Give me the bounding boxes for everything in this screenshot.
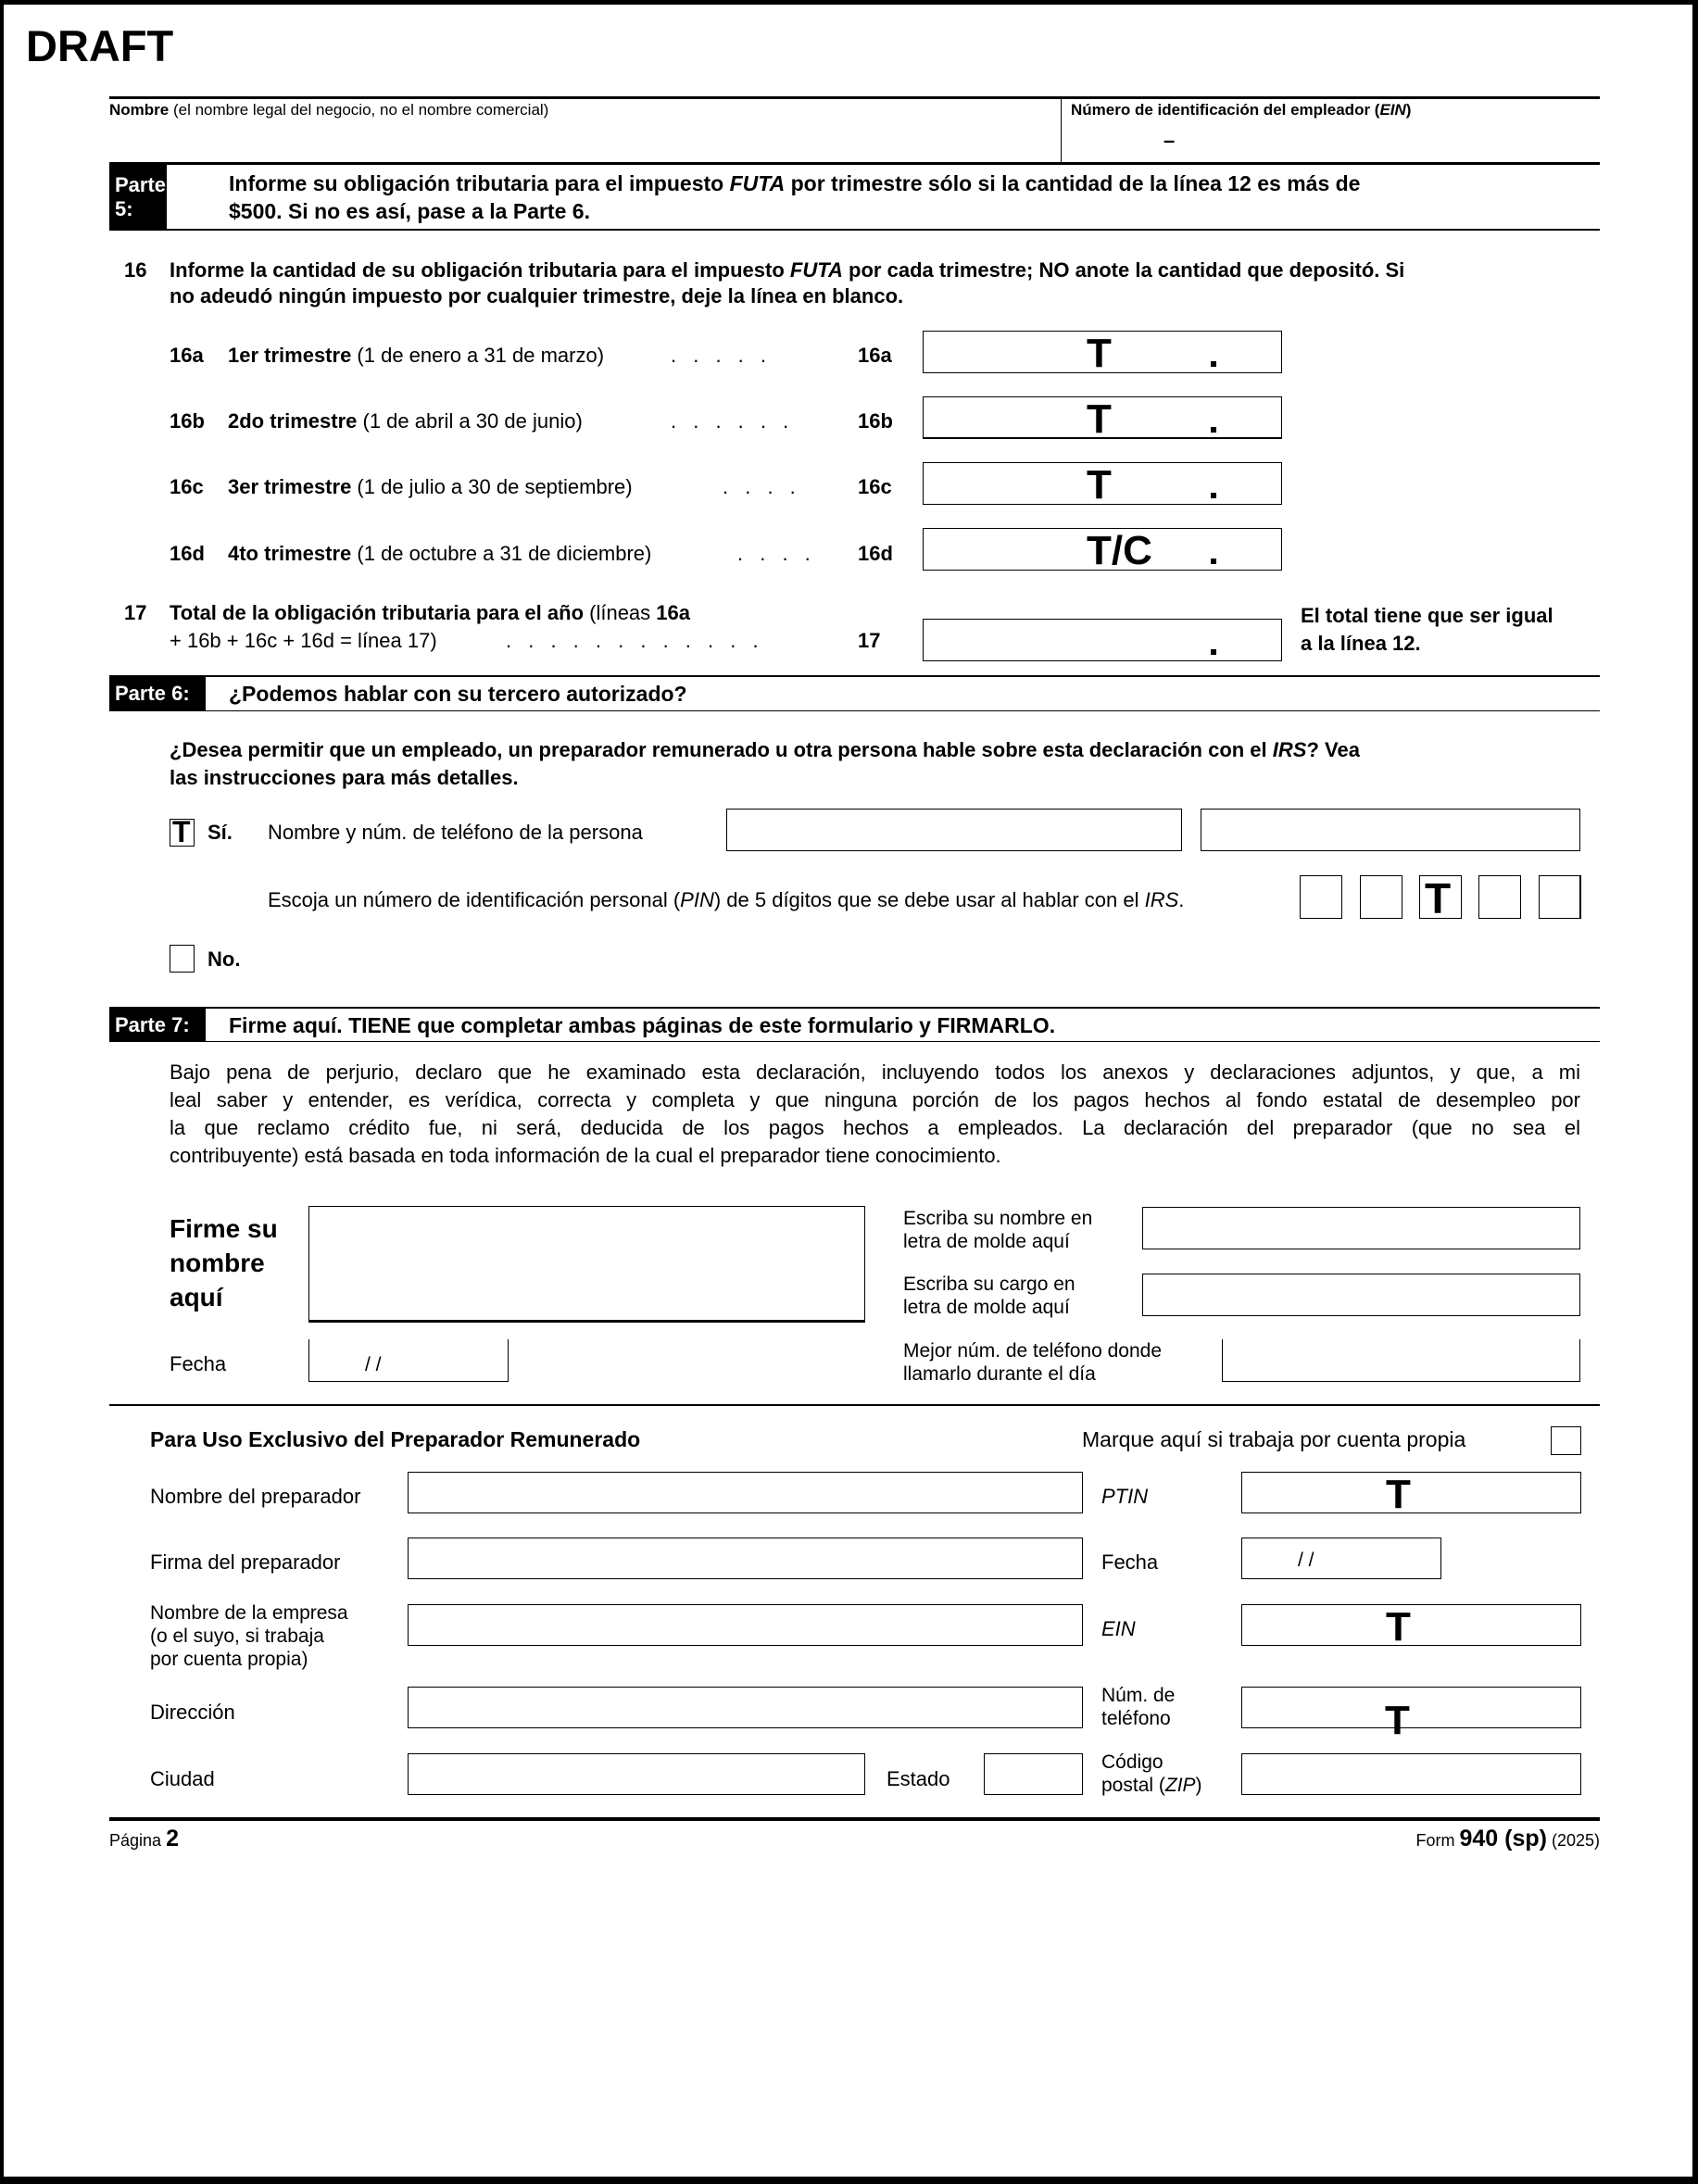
preparer-phone-label: Núm. de teléfono [1101, 1685, 1176, 1729]
preparer-signature-label: Firma del preparador [150, 1550, 341, 1574]
firm-name-label: Nombre de la empresa (o el suyo, si trabaja por cuenta propia) [150, 1602, 348, 1670]
footer-rule [109, 1817, 1600, 1821]
quarter-code: 16d [170, 542, 205, 565]
ein-label: Número de identificación del empleador (EIN) [1071, 101, 1412, 119]
form-identifier: Form 940 (sp) (2025) [1415, 1826, 1600, 1851]
preparer-name-field[interactable] [408, 1472, 1083, 1513]
ein-field[interactable]: – [1163, 129, 1176, 152]
print-name-field[interactable] [1142, 1207, 1580, 1249]
preparer-date-field[interactable] [1241, 1538, 1441, 1579]
address-label: Dirección [150, 1701, 235, 1724]
sign-date-field[interactable] [308, 1339, 509, 1382]
daytime-phone-field[interactable] [1222, 1339, 1580, 1382]
preparer-top-rule [109, 1404, 1600, 1406]
decimal-point [1211, 493, 1216, 498]
perjury-declaration: Bajo pena de perjurio, declaro que he examinado esta declaración, incluyendo todos los anexos y declaraciones adjuntos, y que, a mi leal saber y entender, es verídica, correcta y completa y que ninguna porción de los pagos hechos al fondo estatal de desempleo por la que reclamo crédito fue, ni será, deducida de los pagos hechos a empleados. La declaración del preparador (que no sea el contribuyente) está basada en toda información de la cual el preparador tiene conocimiento. [170, 1061, 1580, 1167]
part5-bottom-rule [109, 229, 1600, 231]
page-number: Página 2 [109, 1826, 179, 1851]
text-cursor-icon: T [172, 815, 191, 848]
pin-digit-3[interactable] [1419, 874, 1462, 923]
city-label: Ciudad [150, 1767, 215, 1790]
signature-field[interactable] [308, 1206, 865, 1323]
line17-number: 17 [124, 601, 147, 624]
decimal-point [1211, 559, 1216, 564]
designee-name-field[interactable] [726, 809, 1182, 851]
no-label: No. [208, 948, 241, 971]
sign-date-label: Fecha [170, 1352, 227, 1375]
part5-title: Informe su obligación tributaria para el impuesto FUTA por trimestre sólo si la cantidad de la línea 12 es más de $500. Si no es así, pase a la Parte 6. [229, 171, 1361, 223]
quarter-code: 16b [170, 409, 205, 433]
print-name-label: Escriba su nombre en letra de molde aquí [903, 1208, 1093, 1252]
date-separators: / / [365, 1354, 382, 1375]
header-top-rule [109, 96, 1600, 99]
draft-watermark: DRAFT [26, 21, 174, 70]
text-cursor-icon: T [1386, 1604, 1411, 1650]
field-label: 16b [858, 409, 893, 433]
decimal-point [1211, 649, 1216, 655]
firm-ein-label: EIN [1101, 1617, 1136, 1640]
state-label: Estado [887, 1767, 950, 1790]
part7-bottom-rule [109, 1041, 1600, 1042]
part7-title: Firme aquí. TIENE que completar ambas páginas de este formulario y FIRMARLO. [229, 1013, 1056, 1037]
daytime-phone-label: Mejor núm. de teléfono donde llamarlo durante el día [903, 1340, 1163, 1385]
text-cursor-icon: T [1385, 1698, 1410, 1743]
self-employed-label: Marque aquí si trabaja por cuenta propia [1082, 1427, 1466, 1451]
quarter-code: 16c [170, 475, 204, 498]
designee-no-checkbox[interactable] [170, 945, 195, 973]
leader-dots: . . . . . . [671, 409, 795, 433]
line16-number: 16 [124, 258, 147, 282]
designee-label: Nombre y núm. de teléfono de la persona [268, 821, 643, 844]
leader-dots: . . . . [723, 475, 801, 498]
text-cursor-icon: T/C [1087, 528, 1152, 573]
quarter-description: 1er trimestre (1 de enero a 31 de marzo) [228, 344, 605, 367]
designee-yes-checkbox[interactable] [170, 815, 195, 848]
name-label: Nombre (el nombre legal del negocio, no el nombre comercial) [109, 101, 549, 119]
text-cursor-icon: T [1425, 874, 1452, 923]
print-title-field[interactable] [1142, 1274, 1580, 1316]
quarter-16d-amount-field[interactable] [923, 528, 1282, 571]
pin-digit-1[interactable] [1300, 875, 1342, 919]
yes-label: Sí. [208, 821, 233, 844]
firm-ein-field[interactable] [1241, 1604, 1581, 1650]
leader-dots: . . . . . [671, 344, 773, 367]
preparer-phone-field[interactable] [1241, 1687, 1581, 1728]
city-field[interactable] [408, 1753, 865, 1795]
preparer-date-label: Fecha [1101, 1550, 1159, 1574]
part5-header [109, 165, 1600, 229]
leader-dots: . . . . . . . . . . . . [506, 629, 764, 652]
text-cursor-icon: T [1087, 462, 1112, 508]
designee-phone-field[interactable] [1201, 809, 1580, 851]
line17-note: El total tiene que ser igual [1301, 604, 1553, 627]
field-label: 16a [858, 344, 892, 367]
preparer-signature-field[interactable] [408, 1538, 1083, 1579]
part6-header [109, 677, 1600, 710]
pin-digit-4[interactable] [1478, 875, 1521, 919]
zip-field[interactable] [1241, 1753, 1581, 1795]
line17-description: Total de la obligación tributaria para el año (líneas 16a [170, 601, 690, 624]
field-label: 16d [858, 542, 893, 565]
sign-here-label: Firme su nombre aquí [170, 1214, 278, 1312]
quarter-description: 3er trimestre (1 de julio a 30 de septiembre) [228, 475, 633, 498]
quarter-code: 16a [170, 344, 204, 367]
line17-formula: + 16b + 16c + 16d = línea 17) [170, 629, 437, 652]
address-field[interactable] [408, 1687, 1083, 1728]
preparer-name-label: Nombre del preparador [150, 1485, 361, 1508]
date-separators: / / [1298, 1550, 1314, 1571]
part6-bottom-rule [109, 710, 1600, 711]
field-label: 16c [858, 475, 892, 498]
part6-title: ¿Podemos hablar con su tercero autorizado? [229, 682, 687, 706]
quarter-16a-amount-field[interactable] [923, 331, 1282, 376]
self-employed-checkbox[interactable] [1551, 1426, 1581, 1455]
part6-question: ¿Desea permitir que un empleado, un preparador remunerado u otra persona hable sobre esta declaración con el IRS? Vea las instrucciones para más detalles. [170, 738, 1360, 789]
line16-instructions: Informe la cantidad de su obligación tributaria para el impuesto FUTA por cada trimestre; NO anote la cantidad que depositó. Si no adeudó ningún impuesto por cualquier trimestre, deje la línea en blanco. [170, 258, 1405, 308]
text-cursor-icon: T [1386, 1472, 1411, 1517]
part5-label: Parte 5: [109, 165, 167, 229]
part7-label: Parte 7: [109, 1009, 206, 1041]
part7-header [109, 1009, 1600, 1041]
state-field[interactable] [984, 1753, 1083, 1795]
header-divider [1061, 99, 1062, 163]
quarter-description: 2do trimestre (1 de abril a 30 de junio) [228, 409, 583, 433]
quarter-description: 4to trimestre (1 de octubre a 31 de diciembre) [228, 542, 652, 565]
preparer-heading: Para Uso Exclusivo del Preparador Remunerado [150, 1427, 641, 1451]
business-name-field[interactable] [109, 120, 1054, 161]
ptin-label: PTIN [1101, 1485, 1149, 1508]
decimal-point [1211, 361, 1216, 367]
part6-label: Parte 6: [109, 677, 206, 710]
line17-note: a la línea 12. [1301, 632, 1421, 655]
field-label: 17 [858, 629, 881, 652]
line17-total-field[interactable] [923, 619, 1282, 661]
pin-digit-5[interactable] [1539, 875, 1581, 919]
text-cursor-icon: T [1087, 396, 1112, 442]
zip-label: Código postal (ZIP) [1101, 1751, 1202, 1796]
pin-digit-2[interactable] [1360, 875, 1402, 919]
print-title-label: Escriba su cargo en letra de molde aquí [903, 1274, 1075, 1318]
quarter-16c-amount-field[interactable] [923, 462, 1282, 508]
ptin-field[interactable] [1241, 1472, 1581, 1517]
pin-label: Escoja un número de identificación personal (PIN) de 5 dígitos que se debe usar al hablar con el IRS. [268, 888, 1185, 911]
leader-dots: . . . . [737, 542, 816, 565]
decimal-point [1211, 427, 1216, 433]
quarter-16b-amount-field[interactable] [923, 396, 1282, 442]
text-cursor-icon: T [1087, 331, 1112, 376]
firm-name-field[interactable] [408, 1604, 1083, 1646]
